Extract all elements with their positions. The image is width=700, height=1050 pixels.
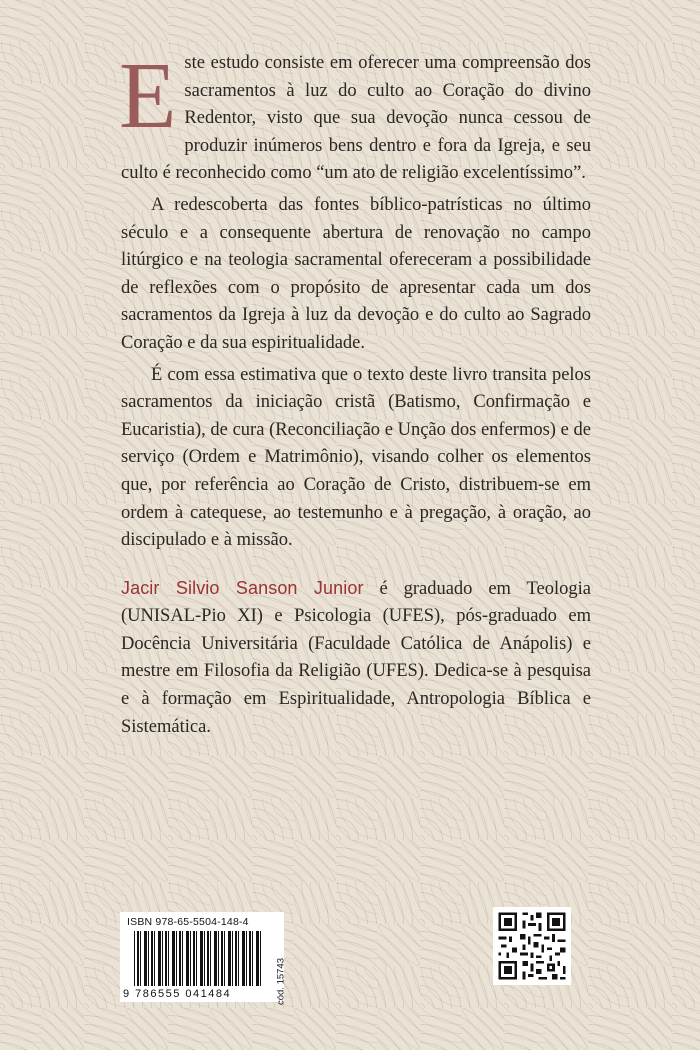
isbn-barcode — [120, 912, 287, 1006]
qr-code-icon — [493, 907, 571, 985]
barcode-icon — [134, 931, 262, 986]
intro-text: ste estudo consiste em oferecer uma compreensão dos sacramentos à luz do culto ao Coração do divino Redentor, visto que sua devoção nunca cessou de produzir inúmeros bens dentro e fora da Igreja, e seu culto é reconhecido como “um ato de religião excelentíssimo”. — [121, 53, 591, 184]
paragraph-renewal: A redescoberta das fontes bíblico-patrísticas no último século e a consequente abertura de renovação no campo litúrgico e na teologia sacramental ofereceram a possibilidade de reflexões com o propósito de apresentar cada um dos sacramentos da Igreja à luz da devoção e do culto ao Sagrado Coração e da sua espiritualidade. — [121, 194, 591, 353]
author-name: Jacir Silvio Sanson Junior — [121, 577, 364, 598]
catalog-code: cód. 15743 — [275, 958, 287, 1006]
intro-paragraph — [119, 44, 591, 188]
author-bio-text: é graduado em Teologia (UNISAL-Pio XI) e Psicologia (UFES), pós-graduado em Docência Universitária (Faculdade Católica de Anápolis) e mestre em Filosofia da Religião (UFES). Dedica-se à pesquisa e à formação em Espiritualidade, Antropologia Bíblica e Sistemática. — [121, 578, 591, 737]
barcode-digits: 9 786555 041484 — [123, 988, 232, 1000]
drop-cap: E — [119, 44, 177, 148]
back-cover-text — [119, 44, 591, 741]
paragraph-sacraments: É com essa estimativa que o texto deste livro transita pelos sacramentos da iniciação cristã (Batismo, Confirmação e Eucaristia), de cura (Reconciliação e Unção dos enfermos) e de serviço (Ordem e Matrimônio), visando colher os elementos que, por referência ao Coração de Cristo, distribuem-se em ordem à catequese, ao testemunho e à pregação, à oração, ao discipulado e à missão. — [121, 364, 591, 551]
author-bio — [121, 575, 591, 742]
isbn-label: ISBN 978-65-5504-148-4 — [127, 916, 249, 928]
